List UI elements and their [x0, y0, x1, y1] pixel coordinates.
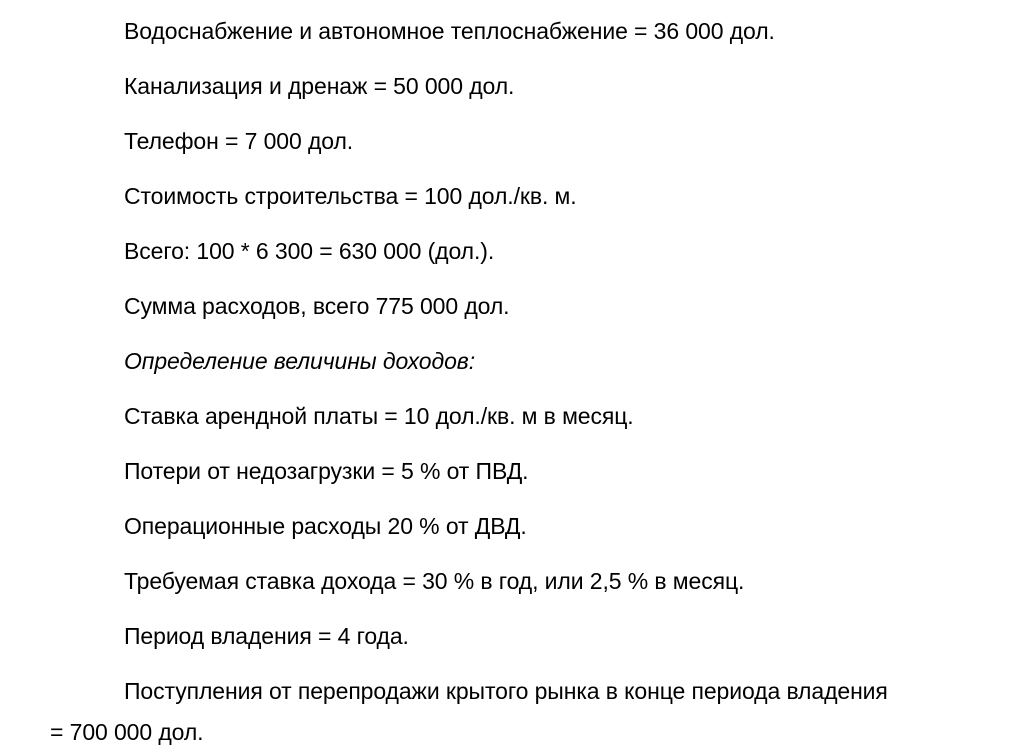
section-heading-income: Определение величины доходов: — [124, 348, 475, 374]
text-line-construction-cost: Стоимость строительства = 100 дол./кв. м. — [124, 183, 577, 209]
text-line-required-yield: Требуемая ставка дохода = 30 % в год, или 2,5 % в месяц. — [124, 568, 745, 594]
paragraph-resale-line2: = 700 000 дол. — [50, 719, 204, 745]
text-line-water-supply: Водоснабжение и автономное теплоснабжение = 36 000 дол. — [124, 18, 775, 44]
text-line-sewerage: Канализация и дренаж = 50 000 дол. — [124, 73, 515, 99]
paragraph-resale-line1: Поступления от перепродажи крытого рынка в конце периода владения — [124, 678, 888, 704]
text-line-expenses-sum: Сумма расходов, всего 775 000 дол. — [124, 293, 510, 319]
text-line-rent-rate: Ставка арендной платы = 10 дол./кв. м в месяц. — [124, 403, 634, 429]
text-line-vacancy-losses: Потери от недозагрузки = 5 % от ПВД. — [124, 458, 529, 484]
text-line-telephone: Телефон = 7 000 дол. — [124, 128, 354, 154]
text-line-holding-period: Период владения = 4 года. — [124, 623, 409, 649]
text-line-total: Всего: 100 * 6 300 = 630 000 (дол.). — [124, 238, 495, 264]
text-line-operating-expenses: Операционные расходы 20 % от ДВД. — [124, 513, 527, 539]
